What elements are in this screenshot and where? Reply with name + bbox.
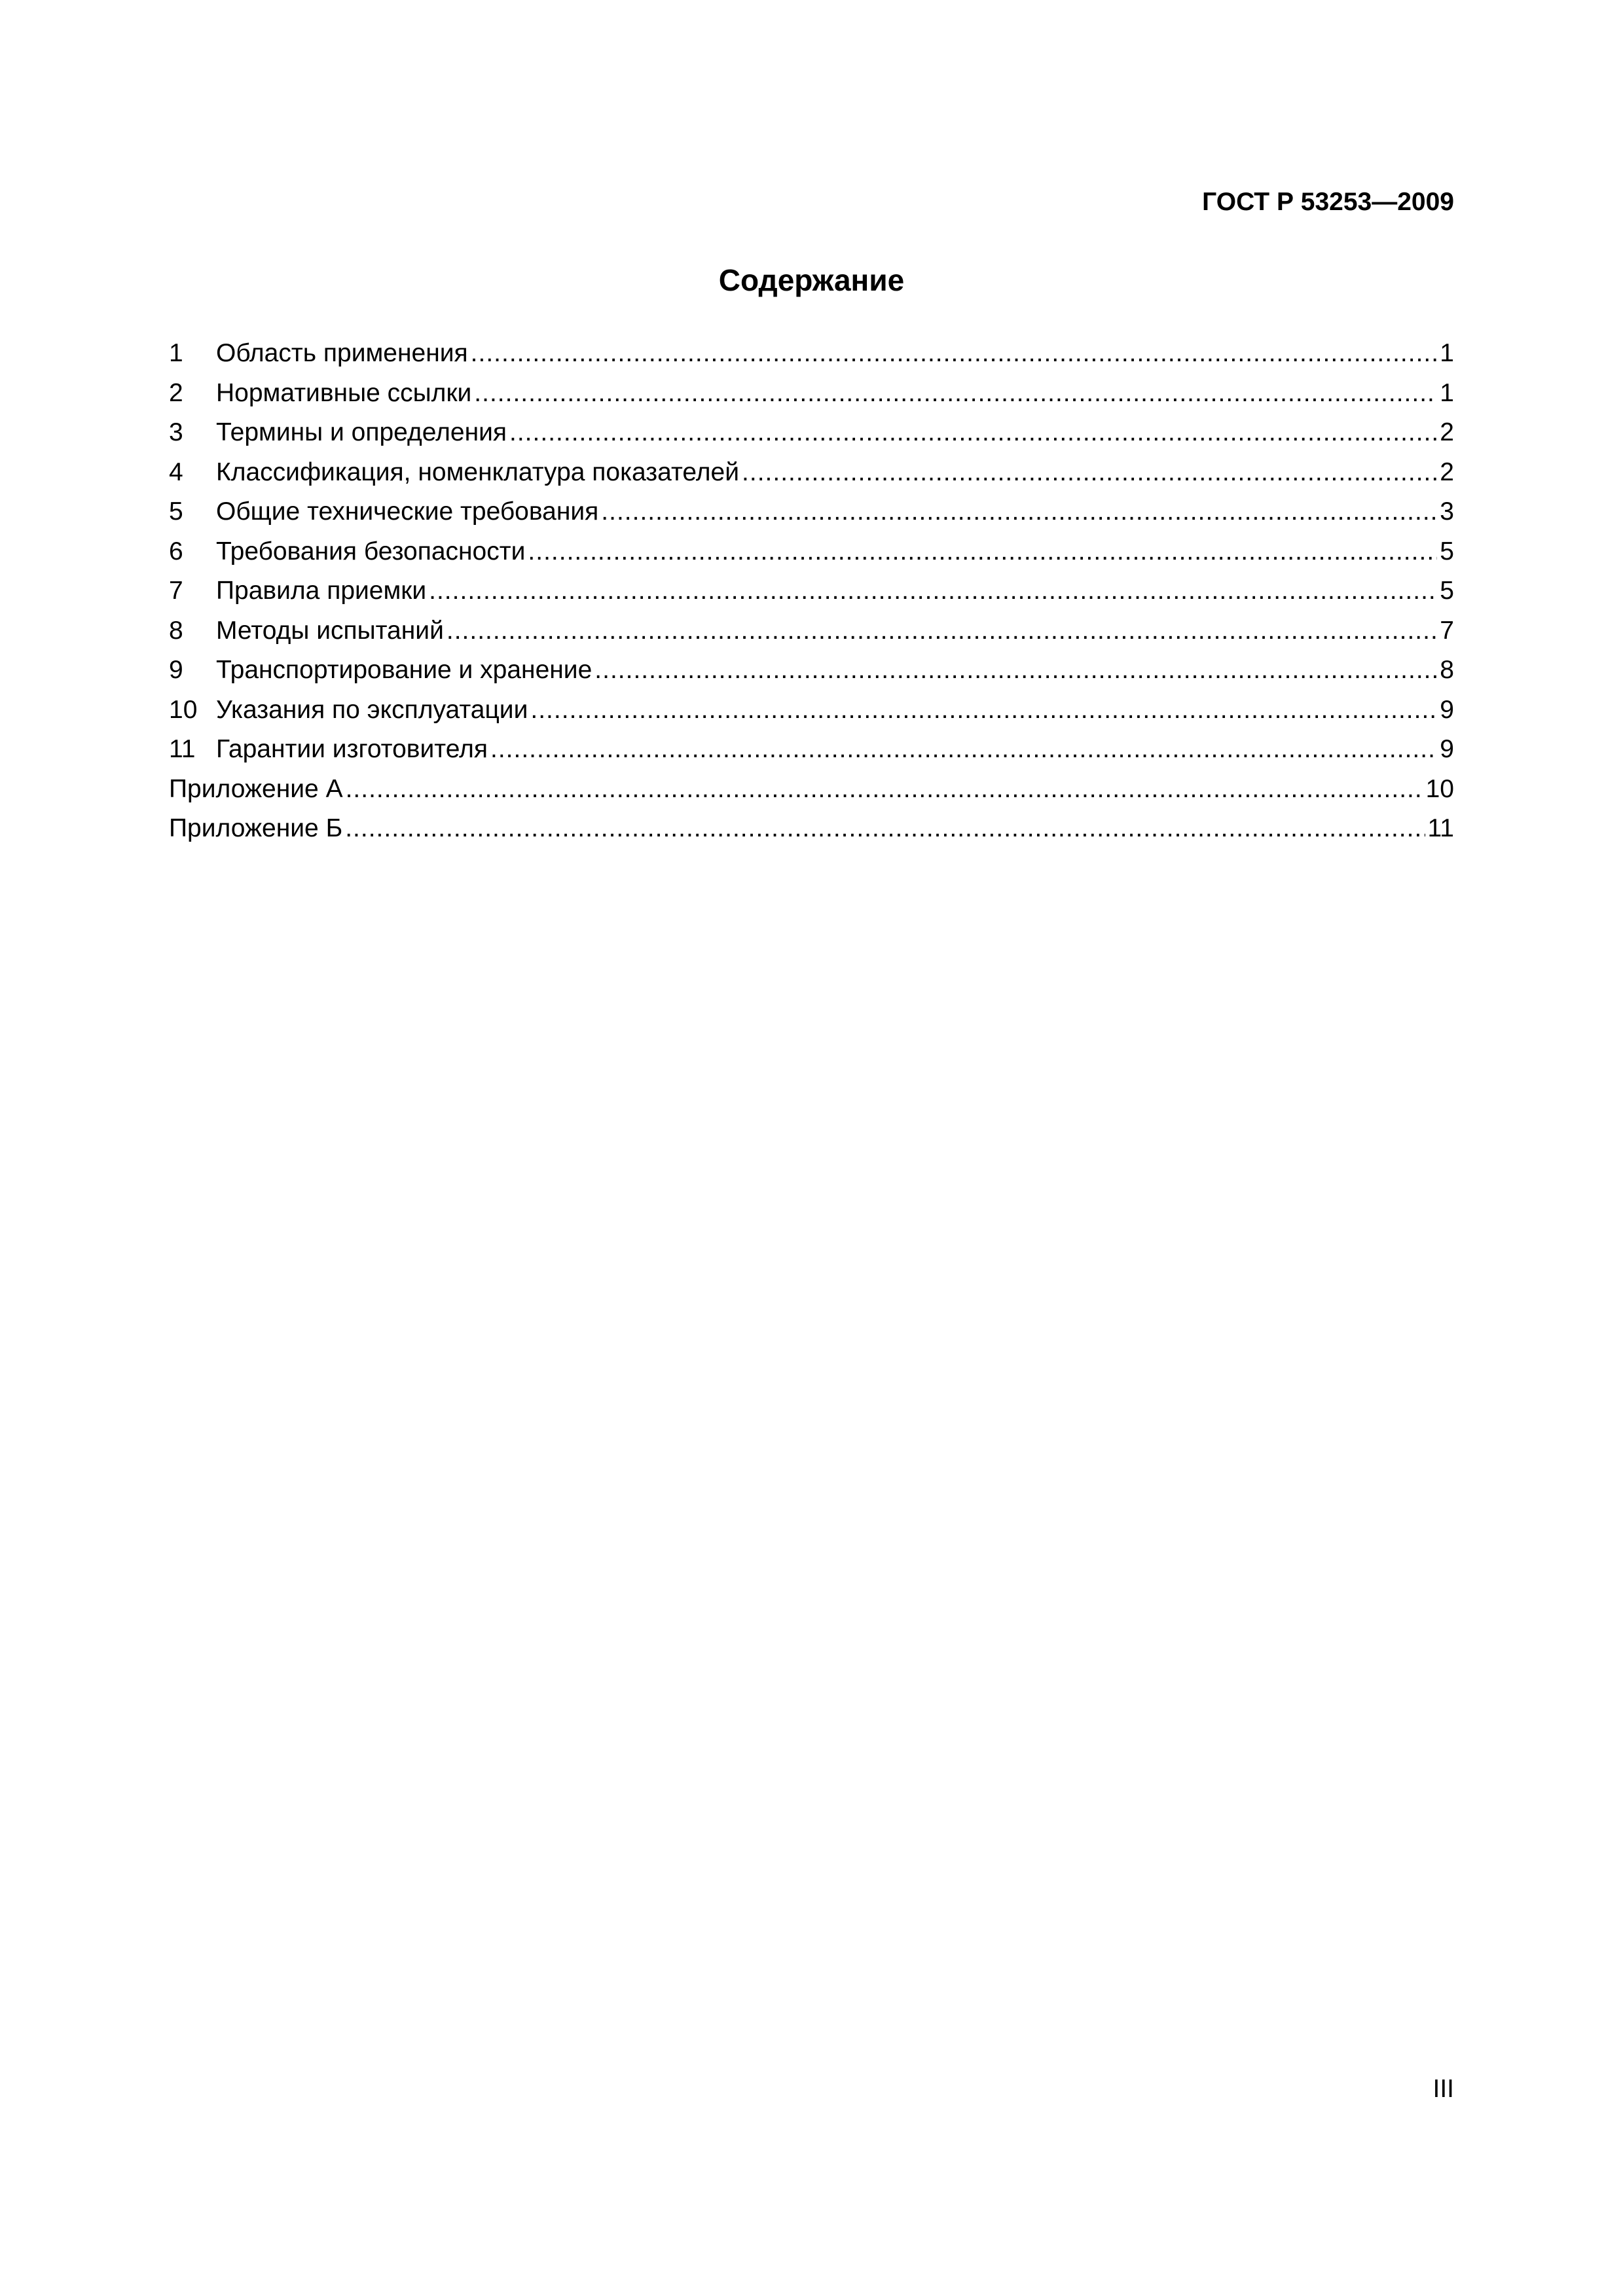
toc-dot-leader [601, 496, 1437, 528]
toc-entry-label: Гарантии изготовителя [216, 735, 488, 763]
toc-entry-appendix[interactable] [169, 774, 1454, 814]
toc-entry-number: 1 [169, 339, 183, 367]
toc-dot-leader [474, 378, 1437, 409]
toc-entry-page: 3 [1440, 497, 1454, 526]
toc-entry-page: 5 [1440, 537, 1454, 565]
toc-dot-leader [345, 813, 1425, 844]
toc-entry[interactable] [169, 655, 1454, 694]
toc-entry-page: 10 [1425, 774, 1454, 803]
toc-entry-number: 7 [169, 577, 183, 605]
toc-entry-number: 8 [169, 616, 183, 645]
toc-entry[interactable] [169, 417, 1454, 457]
toc-dot-leader [509, 417, 1437, 448]
toc-dot-leader [530, 694, 1437, 726]
toc-entry-page: 5 [1440, 577, 1454, 605]
toc-entry-label: Приложение А [169, 774, 343, 803]
toc-entry-label: Указания по эксплуатации [216, 695, 528, 724]
toc-entry-label: Методы испытаний [216, 616, 444, 645]
toc-entry-number: 6 [169, 537, 183, 565]
toc-entry[interactable] [169, 536, 1454, 576]
toc-entry-label: Правила приемки [216, 577, 427, 605]
toc-entry-page: 9 [1440, 735, 1454, 763]
toc-entry[interactable] [169, 496, 1454, 536]
toc-entry-page: 1 [1440, 339, 1454, 367]
toc-entry-page: 2 [1440, 418, 1454, 446]
toc-entry-number: 3 [169, 418, 183, 446]
toc-entry[interactable] [169, 615, 1454, 655]
toc-entry-label: Требования безопасности [216, 537, 526, 565]
toc-entry-label: Область применения [216, 339, 468, 367]
toc-title: Содержание [718, 263, 905, 297]
toc-entry-page: 2 [1440, 457, 1454, 486]
toc-dot-leader [429, 575, 1437, 607]
toc-entry-number: 9 [169, 656, 183, 684]
page-number: III [1432, 2075, 1454, 2103]
toc-dot-leader [490, 734, 1437, 765]
toc-entry-label: Общие технические требования [216, 497, 599, 526]
document-code: ГОСТ Р 53253—2009 [1202, 188, 1454, 216]
toc-entry[interactable] [169, 734, 1454, 774]
toc-entry-number: 5 [169, 497, 183, 526]
toc-entry[interactable] [169, 378, 1454, 418]
table-of-contents [169, 338, 1454, 853]
toc-dot-leader [594, 655, 1437, 686]
toc-entry[interactable] [169, 694, 1454, 734]
toc-entry-number: 11 [169, 735, 196, 763]
toc-entry-label: Приложение Б [169, 814, 343, 842]
toc-dot-leader [346, 774, 1423, 805]
toc-entry[interactable] [169, 457, 1454, 497]
toc-dot-leader [447, 615, 1437, 647]
toc-entry-page: 9 [1440, 695, 1454, 724]
toc-dot-leader [528, 536, 1437, 567]
toc-entry[interactable] [169, 338, 1454, 378]
toc-entry-label: Классификация, номенклатура показателей [216, 457, 740, 486]
toc-entry-page: 1 [1440, 378, 1454, 407]
toc-entry-label: Транспортирование и хранение [216, 656, 593, 684]
toc-dot-leader [471, 338, 1438, 369]
toc-entry-number: 4 [169, 457, 183, 486]
toc-entry-appendix[interactable] [169, 813, 1454, 853]
toc-entry-page: 7 [1440, 616, 1454, 645]
toc-entry-label: Нормативные ссылки [216, 378, 472, 407]
toc-entry-label: Термины и определения [216, 418, 507, 446]
toc-entry-page: 11 [1427, 814, 1454, 842]
toc-entry-number: 10 [169, 695, 198, 724]
toc-entry-number: 2 [169, 378, 183, 407]
toc-entry[interactable] [169, 575, 1454, 615]
toc-entry-page: 8 [1440, 656, 1454, 684]
toc-dot-leader [742, 457, 1437, 488]
